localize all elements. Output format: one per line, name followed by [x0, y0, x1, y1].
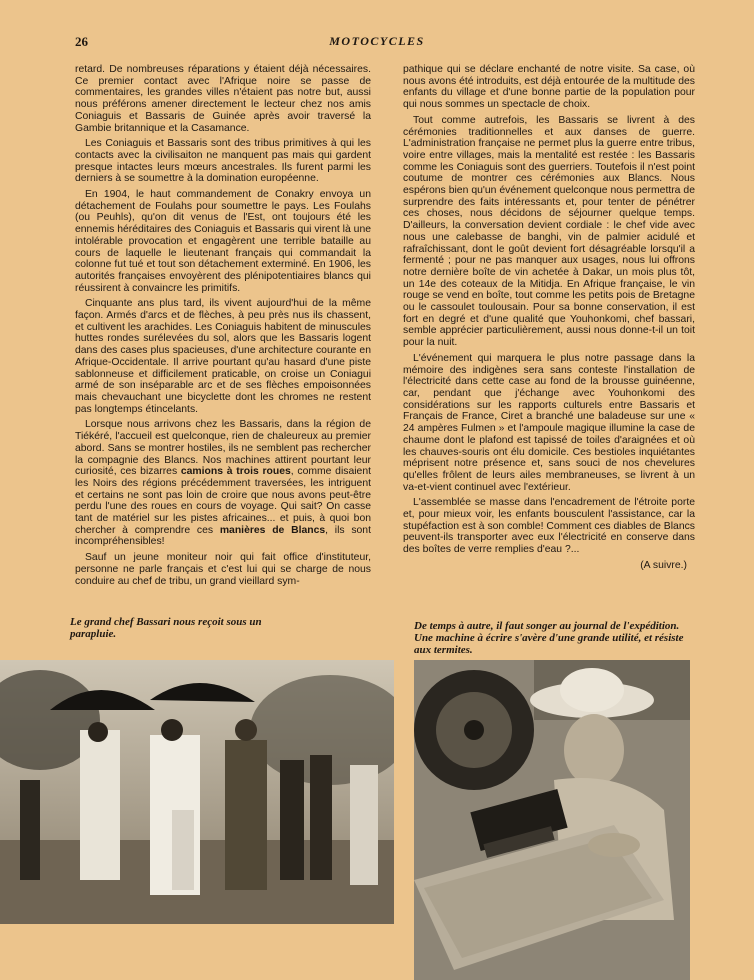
photo-caption-right: De temps à autre, il faut songer au journal de l'expédition. Une machine à écrire s'avère d'une grande utilité, et résiste aux termites.: [414, 620, 684, 656]
bold-phrase: camions à trois roues: [180, 466, 291, 478]
paragraph: [75, 419, 371, 548]
photo-umbrella-chief-icon: [0, 660, 394, 924]
paragraph: Sauf un jeune moniteur noir qui fait office d'instituteur, personne ne parle français et c'est lui qui se charge de nous conduire au chef de tribu, un grand vieillard sym-: [75, 552, 371, 587]
right-column: [403, 64, 695, 572]
running-title: MOTOCYCLES: [329, 34, 425, 48]
photo-typewriter-man-icon: [414, 660, 690, 980]
text-run: , ils sont incompréhensibles!: [75, 524, 371, 548]
photo-chief-umbrella: [0, 660, 394, 924]
paragraph: L'assemblée se masse dans l'encadrement de l'étroite porte et, pour mieux voir, les enfants bousculent l'assistance, car la stupéfaction est à son comble! Comment ces diables de Blancs peuvent-ils transporter avec eux l'électricité en conserve dans des boîtes de verre remplies d'eau ?...: [403, 497, 695, 556]
photo-caption-left: Le grand chef Bassari nous reçoit sous un parapluie.: [70, 616, 262, 640]
to-be-continued: (A suivre.): [640, 559, 687, 571]
paragraph: Cinquante ans plus tard, ils vivent aujourd'hui de la même façon. Armés d'arcs et de flèches, à peu près nus ils chassent, et cultivent les arachides. Les Coniaguis habitent de minuscules huttes rondes surélevées du sol, alors que les Bassaris logent dans des cases plus spacieuses, d'une architecture courante en Afrique-Occidentale. Il arrive pourtant qu'au hasard d'une piste sablonneuse et difficilement praticable, on croise un Coniagui armé de son inséparable arc et de ses flèches empoisonnées mais chevauchant une bicyclette dont les chromes ne restent pas longtemps étincelants.: [75, 298, 371, 415]
photo-typewriter: [414, 660, 690, 980]
left-column: [75, 64, 371, 591]
paragraph: En 1904, le haut commandement de Conakry envoya un détachement de Foulahs pour soumettre le pays. Les Foulahs (ou Peuhls), qu'on dit venus de l'Est, ont toujours été les ennemis héréditaires des Coniaguis et Bassaris qui virent là une intolérable provocation et engagèrent une terrible bataille au cours de laquelle le lieutenant français qui commandait la colonne fut tué et tout son détachement exterminé. En 1906, les autorités françaises envoyèrent des plénipotentiaires blancs qui réussirent à convaincre les primitifs.: [75, 189, 371, 294]
bold-phrase: manières de Blancs: [219, 524, 326, 536]
text-run: , comme disaient les Noirs des régions précédemment traversées, les intriguent et certains ne sont pas loin de croire que nous avons peut-être perdu l'une des roues en cours de voyage. Qui sait? On casse tant de matériel sur les pistes africaines... et puis, à quoi bon chercher à comprendre ces: [75, 466, 371, 536]
page-number: 26: [75, 34, 88, 49]
paragraph: Tout comme autrefois, les Bassaris se livrent à des cérémonies traditionnelles et aux danses de guerre. L'administration française ne permet plus la guerre entre tribus, voire entre villages, mais la mentalité est restée : les Bassaris comme les Coniaguis sont des guerriers. Toutefois il n'est point coutume de montrer ces cérémonies aux Blancs. Nous espérons bien qu'un événement quelconque nous permettra de surprendre des faits intéressants et, pour tenter de pénétrer ces choses, nous décidons de séjourner quelque temps. D'ailleurs, la conversation devient cordiale : le chef vide avec nous une calebasse de banghi, vin de palmier acidulé et rafraîchissant, dont le goût devient fort désagréable lorsqu'il a fermenté ; pour ne pas manquer aux usages, nous lui offrons notre dernière boîte de vin achetée à Dakar, un mois plus tôt, un 14e des coteaux de la Mitidja. En Afrique française, le vin rouge se vend en boîte, tout comme les petits pois de Bretagne ou le cassoulet toulousain. Pour sa bonne conservation, il est fort en degré et d'une qualité que Youhonkomi, chef bassari, semble apprécier particulièrement, aussi nous donne-t-il un toit pour la nuit.: [403, 114, 695, 349]
text-run: Lorsque nous arrivons chez les Bassaris, dans la région de Tiékéré, l'accueil est quelconque, rien de chaleureux au premier abord. Sans se montrer hostiles, ils ne semblent pas rechercher la compagnie des Blancs. Nos machines attirent pourtant leur curiosité, ces bizarres: [75, 419, 371, 478]
paragraph: L'événement qui marquera le plus notre passage dans la mémoire des indigènes sera sans conteste l'installation de l'électricité dans cette case au fond de la brousse guinéenne, car, pendant que j'échange avec Youhonkomi des considérations sur les rapports culturels entre Bassaris et Français de France, Ciret a branché une baladeuse sur une « 24 ampères Fulmen » et l'ampoule magique illumine la case de chaume dont le plafond est tapissé de toiles d'araignées et où les chauves-souris ont élu domicile. Ces bestioles inquiétantes méprisent notre présence et, sans souci de nos chevelures qu'elles frôlent de leurs ailes membraneuses, se livrent à un va-et-vient continuel avec l'extérieur.: [403, 352, 695, 493]
paragraph: Les Coniaguis et Bassaris sont des tribus primitives à qui les contacts avec la civilisaiton ne manquent pas mais qui gardent presque intactes leurs mœurs ancestrales. Ils furent parmi les derniers à se soumettre à la domination européenne.: [75, 138, 371, 185]
paragraph: pathique qui se déclare enchanté de notre visite. Sa case, où nous avons été introduits, est déjà entourée de la multitude des enfants du village et d'une bonne partie de la population pour qui nous sommes un spectacle de choix.: [403, 64, 695, 111]
paragraph: retard. De nombreuses réparations y étaient déjà nécessaires. Ce premier contact avec l'Afrique noire se passe de commentaires, les grandes villes n'étaient pas notre but, aussi nous préférons amener directement le lecteur chez nos amis Coniaguis et Bassaris de Guinée après avoir traversé la Gambie britannique et la Casamance.: [75, 64, 371, 134]
